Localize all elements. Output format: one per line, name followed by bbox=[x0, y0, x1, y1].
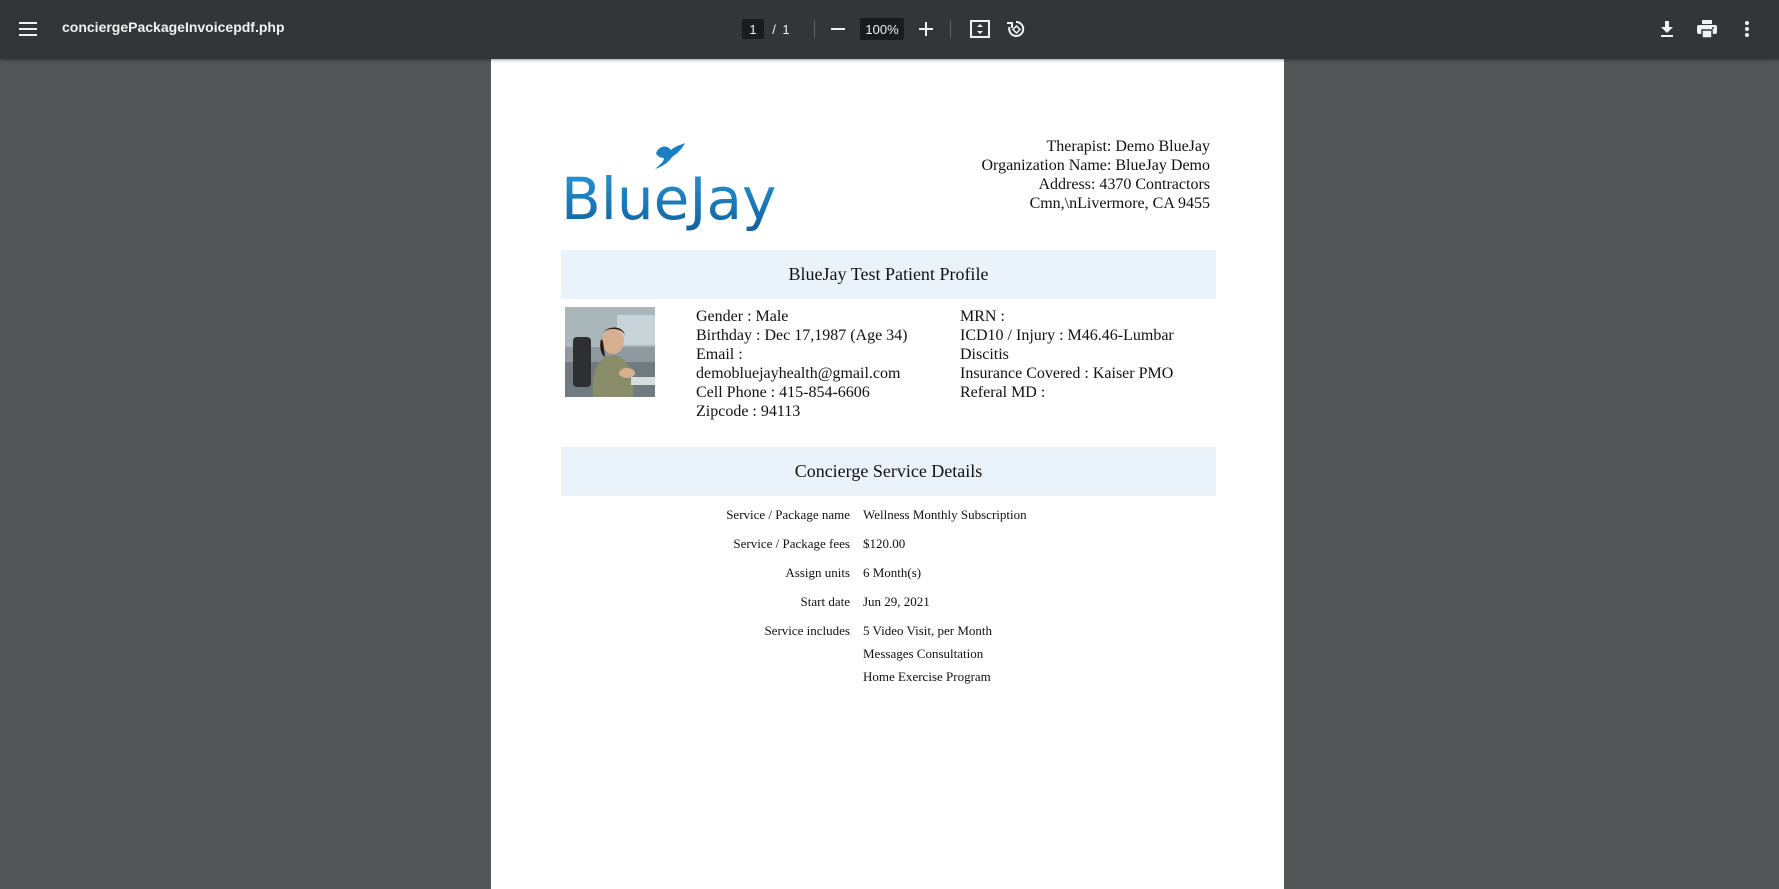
patient-cell-phone: Cell Phone : 415-854-6606 bbox=[696, 384, 870, 401]
detail-row bbox=[561, 532, 1216, 555]
patient-email-label: Email : bbox=[696, 346, 743, 363]
rotate-icon bbox=[1006, 19, 1026, 39]
more-vert-icon bbox=[1745, 21, 1749, 37]
detail-value: $120.00 bbox=[863, 536, 906, 551]
page-number-input[interactable]: 1 bbox=[742, 19, 764, 39]
pdf-toolbar bbox=[0, 0, 1779, 59]
patient-zipcode: Zipcode : 94113 bbox=[696, 403, 801, 420]
menu-button[interactable] bbox=[12, 13, 44, 45]
print-icon bbox=[1697, 20, 1717, 38]
patient-details-right bbox=[960, 307, 1220, 402]
concierge-section-title: Concierge Service Details bbox=[561, 447, 1216, 496]
detail-row bbox=[561, 561, 1216, 584]
zoom-level-input[interactable]: 100% bbox=[860, 18, 904, 40]
patient-insurance: Insurance Covered : Kaiser PMO bbox=[960, 365, 1174, 382]
zoom-in-button[interactable] bbox=[910, 13, 942, 45]
service-include-item: Messages Consultation bbox=[863, 646, 984, 661]
detail-label: Service / Package fees bbox=[733, 536, 850, 551]
detail-value: 6 Month(s) bbox=[863, 565, 922, 580]
download-button[interactable] bbox=[1651, 13, 1683, 45]
document-title: conciergePackageInvoicepdf.php bbox=[62, 19, 285, 35]
patient-email: demobluejayhealth@gmail.com bbox=[696, 365, 901, 382]
patient-birthday: Birthday : Dec 17,1987 (Age 34) bbox=[696, 327, 908, 344]
detail-row bbox=[561, 619, 1216, 688]
patient-icd10: ICD10 / Injury : M46.46-Lumbar Discitis bbox=[960, 327, 1174, 363]
service-includes-list bbox=[863, 619, 1216, 688]
zoom-in-icon bbox=[919, 22, 933, 36]
detail-row bbox=[561, 503, 1216, 526]
zoom-out-button[interactable] bbox=[822, 13, 854, 45]
patient-photo bbox=[565, 307, 655, 397]
toolbar-divider bbox=[950, 20, 951, 38]
profile-section-title: BlueJay Test Patient Profile bbox=[561, 250, 1216, 299]
patient-referal-md: Referal MD : bbox=[960, 384, 1046, 401]
more-options-button[interactable] bbox=[1731, 13, 1763, 45]
page-total: 1 bbox=[782, 21, 790, 37]
address-line-1: Address: 4370 Contractors bbox=[1038, 176, 1210, 193]
fit-to-page-button[interactable] bbox=[964, 13, 996, 45]
pdf-page bbox=[491, 59, 1284, 889]
detail-label: Service / Package name bbox=[726, 507, 850, 522]
bluejay-logo bbox=[561, 137, 777, 233]
detail-value: Wellness Monthly Subscription bbox=[863, 507, 1027, 522]
detail-label: Start date bbox=[800, 594, 850, 609]
menu-icon bbox=[19, 22, 37, 36]
svg-text:BlueJay: BlueJay bbox=[561, 165, 777, 233]
patient-gender: Gender : Male bbox=[696, 308, 789, 325]
detail-row bbox=[561, 590, 1216, 613]
service-include-item: Home Exercise Program bbox=[863, 669, 991, 684]
fit-page-icon bbox=[970, 20, 990, 38]
detail-label: Service includes bbox=[764, 623, 850, 638]
detail-label: Assign units bbox=[785, 565, 850, 580]
zoom-out-icon bbox=[831, 22, 845, 36]
detail-value: Jun 29, 2021 bbox=[863, 594, 930, 609]
rotate-button[interactable] bbox=[1000, 13, 1032, 45]
therapist-info bbox=[850, 137, 1210, 213]
patient-details-left bbox=[696, 307, 946, 421]
patient-mrn: MRN : bbox=[960, 308, 1005, 325]
address-line-2: Cmn,\nLivermore, CA 9455 bbox=[1029, 195, 1210, 212]
download-icon bbox=[1660, 21, 1674, 37]
organization-name: Organization Name: BlueJay Demo bbox=[981, 157, 1210, 174]
page-separator: / bbox=[772, 21, 776, 37]
print-button[interactable] bbox=[1691, 13, 1723, 45]
toolbar-divider bbox=[814, 20, 815, 38]
service-include-item: 5 Video Visit, per Month bbox=[863, 623, 993, 638]
concierge-details-table bbox=[561, 503, 1216, 694]
therapist-name: Therapist: Demo BlueJay bbox=[1046, 138, 1210, 155]
